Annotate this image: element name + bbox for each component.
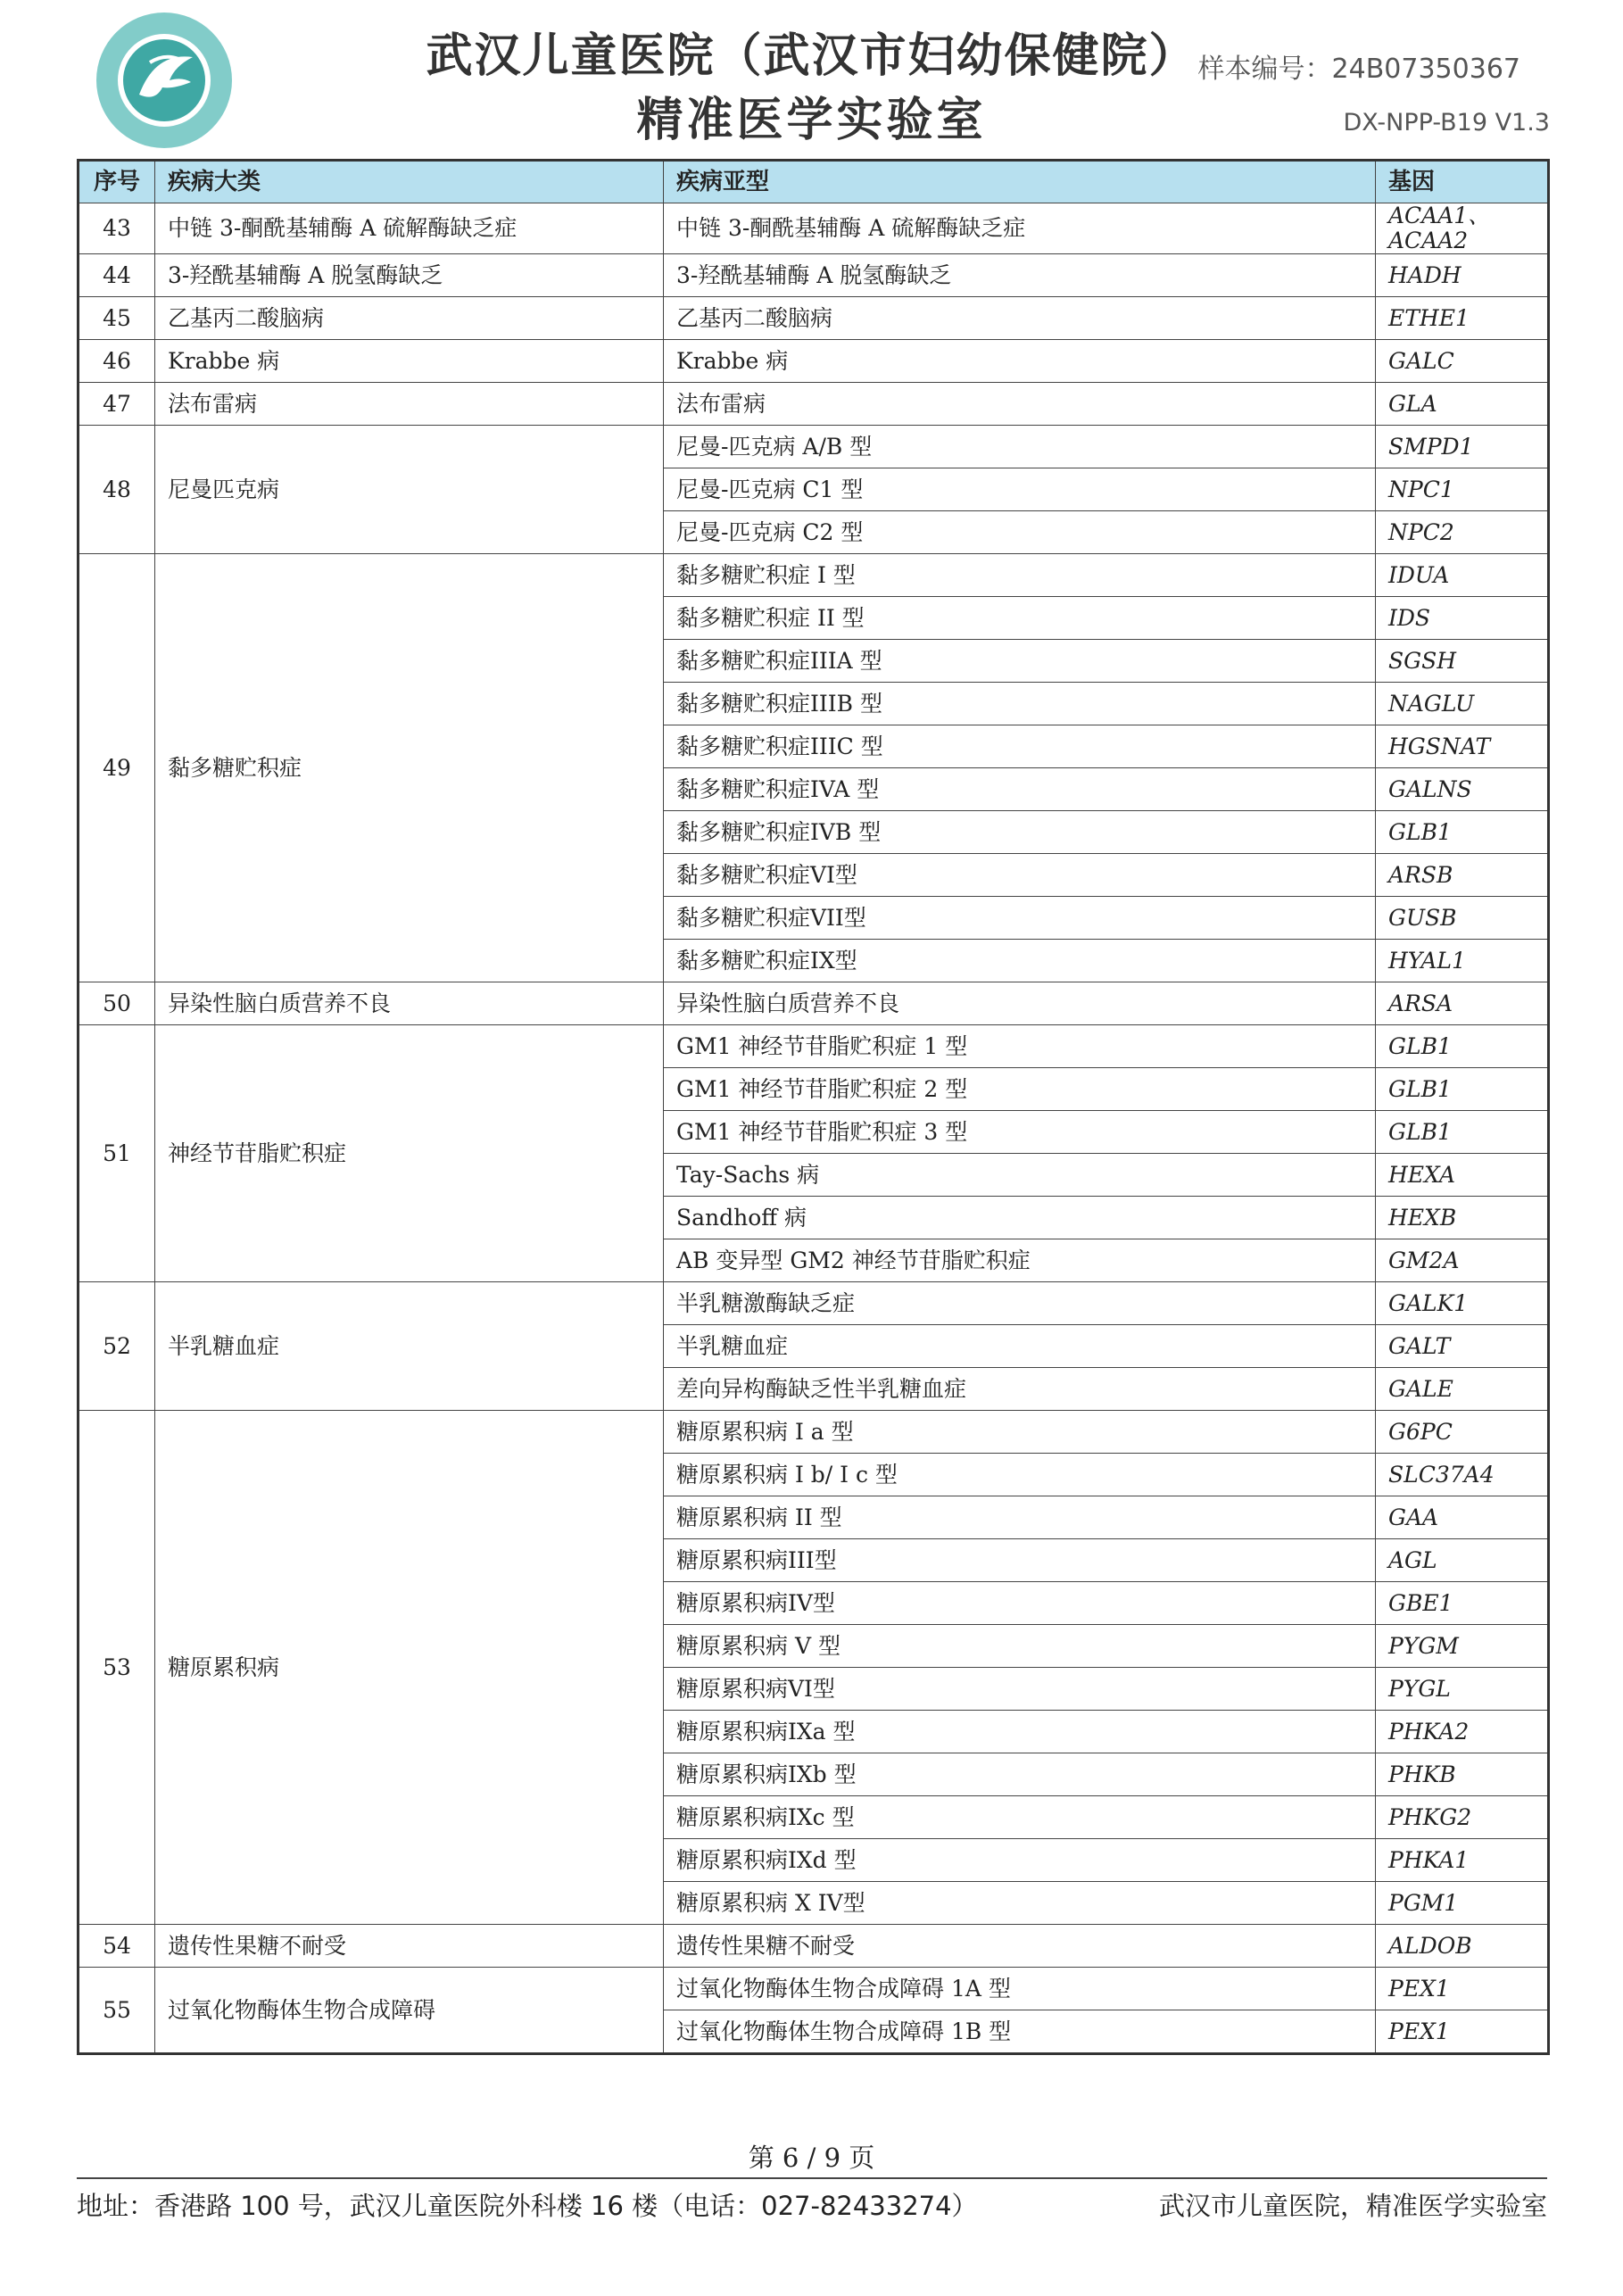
- disease-subtype: Krabbe 病: [664, 340, 1376, 383]
- disease-subtype: 黏多糖贮积症IX型: [664, 940, 1376, 982]
- gene-name: PEX1: [1376, 2010, 1549, 2054]
- gene-name: NPC1: [1376, 468, 1549, 511]
- row-number: 48: [79, 426, 155, 554]
- row-number: 46: [79, 340, 155, 383]
- row-number: 50: [79, 982, 155, 1025]
- disease-subtype: 黏多糖贮积症IVA 型: [664, 768, 1376, 811]
- gene-name: ALDOB: [1376, 1925, 1549, 1968]
- document-version: DX-NPP-B19 V1.3: [1343, 109, 1550, 137]
- disease-subtype: 糖原累积病IXd 型: [664, 1839, 1376, 1882]
- gene-name: GLB1: [1376, 1025, 1549, 1068]
- disease-subtype: 糖原累积病III型: [664, 1539, 1376, 1582]
- gene-name: IDUA: [1376, 554, 1549, 597]
- disease-category: 糖原累积病: [155, 1411, 664, 1925]
- gene-name: GBE1: [1376, 1582, 1549, 1625]
- gene-name: GALT: [1376, 1325, 1549, 1368]
- disease-subtype: 黏多糖贮积症 I 型: [664, 554, 1376, 597]
- gene-name: PHKG2: [1376, 1796, 1549, 1839]
- table-row: [79, 554, 1549, 597]
- gene-name: NAGLU: [1376, 683, 1549, 725]
- disease-subtype: 糖原累积病 X IV型: [664, 1882, 1376, 1925]
- disease-subtype: 过氧化物酶体生物合成障碍 1A 型: [664, 1968, 1376, 2010]
- gene-name: PHKA2: [1376, 1711, 1549, 1753]
- header-gene: 基因: [1376, 161, 1549, 203]
- disease-subtype: 糖原累积病 I a 型: [664, 1411, 1376, 1454]
- sample-number: 样本编号：24B07350367: [1197, 54, 1520, 85]
- table-row: [79, 340, 1549, 383]
- disease-category: 过氧化物酶体生物合成障碍: [155, 1968, 664, 2054]
- footer-lab-name: 武汉市儿童医院，精准医学实验室: [1158, 2191, 1547, 2221]
- gene-name: SGSH: [1376, 640, 1549, 683]
- gene-name: HGSNAT: [1376, 725, 1549, 768]
- header-category: 疾病大类: [155, 161, 664, 203]
- gene-name: SMPD1: [1376, 426, 1549, 468]
- table-row: [79, 203, 1549, 254]
- gene-name: GALNS: [1376, 768, 1549, 811]
- disease-category: 异染性脑白质营养不良: [155, 982, 664, 1025]
- table-row: [79, 1968, 1549, 2010]
- gene-name: PGM1: [1376, 1882, 1549, 1925]
- gene-name: GM2A: [1376, 1239, 1549, 1282]
- table-row: [79, 1282, 1549, 1325]
- header-subtype: 疾病亚型: [664, 161, 1376, 203]
- disease-subtype: 尼曼-匹克病 A/B 型: [664, 426, 1376, 468]
- hospital-title: 武汉儿童医院（武汉市妇幼保健院）: [426, 29, 1197, 83]
- table-row: [79, 1925, 1549, 1968]
- disease-subtype: 差向异构酶缺乏性半乳糖血症: [664, 1368, 1376, 1411]
- gene-name: HEXA: [1376, 1154, 1549, 1197]
- gene-name: PEX1: [1376, 1968, 1549, 2010]
- gene-name: HEXB: [1376, 1197, 1549, 1239]
- table-row: [79, 383, 1549, 426]
- disease-subtype: 黏多糖贮积症IIIC 型: [664, 725, 1376, 768]
- disease-category: 中链 3-酮酰基辅酶 A 硫解酶缺乏症: [155, 203, 664, 254]
- gene-name: PYGM: [1376, 1625, 1549, 1668]
- gene-name: PYGL: [1376, 1668, 1549, 1711]
- gene-name: NPC2: [1376, 511, 1549, 554]
- row-number: 54: [79, 1925, 155, 1968]
- gene-name: HYAL1: [1376, 940, 1549, 982]
- gene-name: ARSA: [1376, 982, 1549, 1025]
- gene-name: GLA: [1376, 383, 1549, 426]
- table-row: [79, 426, 1549, 468]
- gene-name: GLB1: [1376, 811, 1549, 854]
- disease-subtype: 糖原累积病IV型: [664, 1582, 1376, 1625]
- disease-subtype: 糖原累积病VI型: [664, 1668, 1376, 1711]
- gene-table: [77, 159, 1550, 2055]
- gene-name: IDS: [1376, 597, 1549, 640]
- gene-name: ACAA1、ACAA2: [1376, 203, 1549, 254]
- gene-name: GALC: [1376, 340, 1549, 383]
- disease-subtype: 遗传性果糖不耐受: [664, 1925, 1376, 1968]
- disease-subtype: 糖原累积病IXa 型: [664, 1711, 1376, 1753]
- disease-subtype: 糖原累积病 V 型: [664, 1625, 1376, 1668]
- disease-subtype: 黏多糖贮积症IIIB 型: [664, 683, 1376, 725]
- disease-subtype: 异染性脑白质营养不良: [664, 982, 1376, 1025]
- disease-subtype: 3-羟酰基辅酶 A 脱氢酶缺乏: [664, 254, 1376, 297]
- row-number: 55: [79, 1968, 155, 2054]
- row-number: 44: [79, 254, 155, 297]
- gene-name: ARSB: [1376, 854, 1549, 897]
- disease-subtype: 糖原累积病IXc 型: [664, 1796, 1376, 1839]
- disease-subtype: 黏多糖贮积症IVB 型: [664, 811, 1376, 854]
- footer-address: 地址：香港路 100 号，武汉儿童医院外科楼 16 楼（电话：027-82433274）: [77, 2191, 978, 2221]
- row-number: 47: [79, 383, 155, 426]
- disease-subtype: 中链 3-酮酰基辅酶 A 硫解酶缺乏症: [664, 203, 1376, 254]
- disease-subtype: 半乳糖血症: [664, 1325, 1376, 1368]
- disease-subtype: Sandhoff 病: [664, 1197, 1376, 1239]
- disease-subtype: GM1 神经节苷脂贮积症 3 型: [664, 1111, 1376, 1154]
- row-number: 49: [79, 554, 155, 982]
- disease-subtype: 法布雷病: [664, 383, 1376, 426]
- disease-subtype: Tay-Sachs 病: [664, 1154, 1376, 1197]
- disease-category: 乙基丙二酸脑病: [155, 297, 664, 340]
- disease-subtype: AB 变异型 GM2 神经节苷脂贮积症: [664, 1239, 1376, 1282]
- disease-subtype: GM1 神经节苷脂贮积症 2 型: [664, 1068, 1376, 1111]
- gene-name: GUSB: [1376, 897, 1549, 940]
- disease-subtype: 尼曼-匹克病 C2 型: [664, 511, 1376, 554]
- row-number: 43: [79, 203, 155, 254]
- disease-subtype: 糖原累积病 II 型: [664, 1496, 1376, 1539]
- disease-category: 神经节苷脂贮积症: [155, 1025, 664, 1282]
- table-header-row: [79, 161, 1549, 203]
- table-row: [79, 982, 1549, 1025]
- disease-category: 黏多糖贮积症: [155, 554, 664, 982]
- disease-category: 半乳糖血症: [155, 1282, 664, 1411]
- gene-name: HADH: [1376, 254, 1549, 297]
- row-number: 53: [79, 1411, 155, 1925]
- page-number: 第 6 / 9 页: [748, 2143, 875, 2173]
- table-row: [79, 254, 1549, 297]
- gene-name: AGL: [1376, 1539, 1549, 1582]
- gene-name: GALE: [1376, 1368, 1549, 1411]
- lab-title: 精准医学实验室: [636, 94, 987, 147]
- table-row: [79, 1411, 1549, 1454]
- disease-subtype: 糖原累积病IXb 型: [664, 1753, 1376, 1796]
- table-row: [79, 1025, 1549, 1068]
- disease-subtype: 尼曼-匹克病 C1 型: [664, 468, 1376, 511]
- row-number: 45: [79, 297, 155, 340]
- gene-name: ETHE1: [1376, 297, 1549, 340]
- gene-name: PHKA1: [1376, 1839, 1549, 1882]
- row-number: 51: [79, 1025, 155, 1282]
- disease-subtype: 黏多糖贮积症IIIA 型: [664, 640, 1376, 683]
- disease-subtype: 乙基丙二酸脑病: [664, 297, 1376, 340]
- table-row: [79, 297, 1549, 340]
- gene-name: SLC37A4: [1376, 1454, 1549, 1496]
- footer-divider: [77, 2177, 1547, 2179]
- disease-subtype: 过氧化物酶体生物合成障碍 1B 型: [664, 2010, 1376, 2054]
- table-body: [79, 203, 1549, 2054]
- gene-name: G6PC: [1376, 1411, 1549, 1454]
- disease-subtype: 半乳糖激酶缺乏症: [664, 1282, 1376, 1325]
- disease-subtype: 黏多糖贮积症VII型: [664, 897, 1376, 940]
- disease-category: 尼曼匹克病: [155, 426, 664, 554]
- gene-name: GAA: [1376, 1496, 1549, 1539]
- disease-category: Krabbe 病: [155, 340, 664, 383]
- disease-category: 遗传性果糖不耐受: [155, 1925, 664, 1968]
- gene-name: GALK1: [1376, 1282, 1549, 1325]
- gene-name: GLB1: [1376, 1111, 1549, 1154]
- disease-category: 3-羟酰基辅酶 A 脱氢酶缺乏: [155, 254, 664, 297]
- disease-subtype: GM1 神经节苷脂贮积症 1 型: [664, 1025, 1376, 1068]
- disease-subtype: 糖原累积病 I b/ I c 型: [664, 1454, 1376, 1496]
- disease-category: 法布雷病: [155, 383, 664, 426]
- row-number: 52: [79, 1282, 155, 1411]
- gene-name: GLB1: [1376, 1068, 1549, 1111]
- header-no: 序号: [79, 161, 155, 203]
- disease-subtype: 黏多糖贮积症VI型: [664, 854, 1376, 897]
- disease-subtype: 黏多糖贮积症 II 型: [664, 597, 1376, 640]
- gene-name: PHKB: [1376, 1753, 1549, 1796]
